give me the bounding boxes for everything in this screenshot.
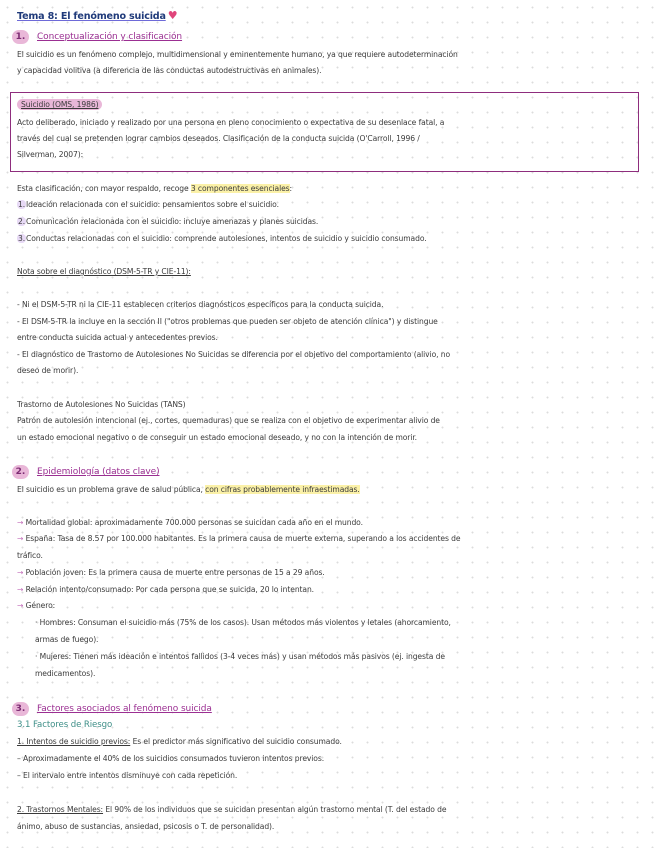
epi-intro-pre: El suicidio es un problema grave de salud pública,: [17, 485, 206, 494]
epi-item-2-text: España: Tasa de 8.57 por 100.000 habitantes. Es la primera causa de muerte externa, superando a los accidentes de: [25, 534, 461, 543]
definition-line-3: Silverman, 2007):: [17, 150, 84, 159]
arrow-right-icon: →: [17, 585, 24, 594]
note-line-2: - El DSM-5-TR la incluye en la sección II ("otros problemas que pueden ser objeto de atención clínica") y distingue: [17, 317, 438, 326]
epi-item-3-text: Población joven: Es la primera causa de muerte entre personas de 15 a 29 años.: [25, 568, 325, 577]
note-line-4: - El diagnóstico de Trastorno de Autolesiones No Suicidas se diferencia por el objetivo del comportamiento (alivio, no: [17, 350, 451, 359]
section-2-title: Epidemiología (datos clave): [37, 467, 160, 477]
section-3-number: 3.: [12, 702, 29, 716]
section-3-title: Factores asociados al fenómeno suicida: [37, 704, 212, 714]
classification-intro: [17, 181, 292, 197]
factor-1-line-2: – El intervalo entre intentos disminuye con cada repetición.: [17, 771, 238, 780]
section-1-number: 1.: [12, 30, 29, 44]
epi-women-line-1: · Mujeres: Tienen más ideación e intentos fallidos (3-4 veces más) y usan métodos más pasivos (ej. ingesta de: [35, 652, 445, 661]
intro-line-2: y capacidad volitiva (a diferencia de las conductas autodestructivas en animales).: [17, 66, 322, 75]
classification-item-1-num: 1.: [18, 200, 26, 209]
epi-men-line-2: armas de fuego).: [35, 635, 99, 644]
tans-line-2: un estado emocional negativo o de conseguir un estado emocional deseado, y no con la intención de morir.: [17, 433, 417, 442]
classification-intro-highlight: 3 componentes esenciales: [190, 184, 290, 193]
intro-line-1: El suicidio es un fenómeno complejo, multidimensional y eminentemente humano, ya que requiere autodeterminación: [17, 50, 458, 59]
tans-title: Trastorno de Autolesiones No Suicidas (TANS): [17, 400, 186, 409]
factor-2: [17, 802, 446, 818]
classification-item-2-text: Comunicación relacionada con el suicidio: incluye amenazas y planes suicidas.: [26, 217, 319, 226]
heart-icon: ♥: [167, 9, 178, 22]
page-title-text: Tema 8: El fenómeno suicida: [17, 11, 166, 22]
arrow-right-icon: →: [17, 518, 24, 527]
page-title: [17, 9, 177, 22]
factor-1: [17, 734, 342, 750]
arrow-right-icon: →: [17, 534, 24, 543]
classification-item-3-text: Conductas relacionadas con el suicidio: comprende autolesiones, intentos de suicidio y suicidio consumado.: [26, 234, 427, 243]
definition-label-line: [17, 97, 102, 113]
note-title: Nota sobre el diagnóstico (DSM-5-TR y CIE-11):: [17, 267, 191, 276]
epi-item-1-text: Mortalidad global: aproximadamente 700.000 personas se suicidan cada año en el mundo.: [25, 518, 363, 527]
factor-2-line-2: ánimo, abuso de sustancias, ansiedad, psicosis o T. de personalidad).: [17, 822, 275, 831]
classification-item-2-num: 2.: [18, 217, 26, 226]
epi-item-3: [17, 565, 325, 581]
epi-women-line-2: medicamentos).: [35, 669, 96, 678]
epi-intro: [17, 482, 360, 498]
section-2-number: 2.: [12, 465, 29, 479]
arrow-right-icon: →: [17, 568, 24, 577]
factor-1-label: 1. Intentos de suicidio previos:: [17, 737, 131, 746]
definition-line-1: Acto deliberado, iniciado y realizado por una persona en pleno conocimiento o expectativa de su desenlace fatal, a: [17, 118, 445, 127]
epi-intro-highlight: con cifras probablemente infraestimadas.: [205, 485, 360, 494]
section-3-heading: [12, 701, 212, 717]
classification-intro-post: :: [289, 184, 292, 193]
classification-item-1-text: Ideación relacionada con el suicidio: pensamientos sobre el suicidio.: [26, 200, 279, 209]
epi-item-2: [17, 531, 460, 547]
definition-label: Suicidio (OMS, 1986): [17, 99, 102, 110]
classification-item-1: [17, 197, 279, 213]
classification-item-3-num: 3.: [18, 234, 26, 243]
classification-item-2: [17, 214, 318, 230]
subsection-3-1-title: 3.1 Factores de Riesgo: [17, 720, 113, 730]
arrow-right-icon: →: [17, 601, 24, 610]
epi-item-5-text: Género:: [25, 601, 56, 610]
epi-item-2-cont: tráfico.: [17, 551, 43, 560]
epi-item-5: [17, 598, 55, 614]
section-2-heading: [12, 464, 159, 480]
epi-item-4: [17, 582, 314, 598]
epi-men-line-1: · Hombres: Consuman el suicidio más (75% de los casos). Usan métodos más violentos y letales (ahorcamiento,: [35, 618, 451, 627]
classification-intro-pre: Esta clasificación, con mayor respaldo, recoge: [17, 184, 191, 193]
factor-1-line-1: – Aproximadamente el 40% de los suicidios consumados tuvieron intentos previos.: [17, 754, 325, 763]
factor-2-text: El 90% de los individuos que se suicidan presentan algún trastorno mental (T. del estado de: [103, 805, 447, 814]
epi-item-4-text: Relación intento/consumado: Por cada persona que se suicida, 20 lo intentan.: [25, 585, 314, 594]
factor-2-label: 2. Trastornos Mentales:: [17, 805, 104, 814]
section-1-heading: [12, 29, 182, 45]
tans-line-1: Patrón de autolesión intencional (ej., cortes, quemaduras) que se realiza con el objetivo de experimentar alivio de: [17, 416, 440, 425]
note-line-3: entre conducta suicida actual y antecedentes previos.: [17, 333, 218, 342]
definition-line-2: través del cual se pretenden lograr cambios deseados. Clasificación de la conducta suicida (O'Carroll, 1996 /: [17, 134, 420, 143]
section-1-title: Conceptualización y clasificación: [37, 32, 183, 42]
epi-item-1: [17, 515, 363, 531]
note-line-1: - Ni el DSM-5-TR ni la CIE-11 establecen criterios diagnósticos específicos para la conducta suicida.: [17, 300, 384, 309]
note-line-5: deseo de morir).: [17, 366, 79, 375]
classification-item-3: [17, 231, 427, 247]
factor-1-text: Es el predictor más significativo del suicidio consumado.: [130, 737, 342, 746]
